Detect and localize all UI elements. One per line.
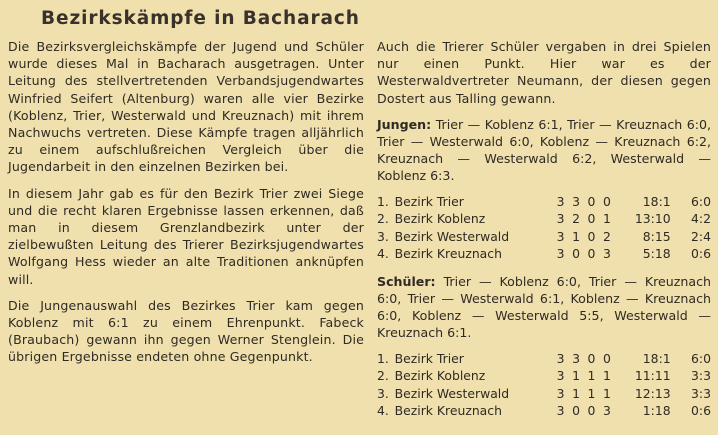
standings-games: 11:11: [634, 368, 671, 384]
standings-team: Bezirk Westerwald: [394, 228, 510, 244]
standings-lost: 1: [603, 385, 611, 401]
article-paragraph: Auch die Trierer Schüler vergaben in drei Spielen nur einen Punkt. Hier war es der Westerwaldvertreter Neumann, der diesen gegen Dostert aus Talling gewann.: [377, 39, 711, 106]
standings-played: 3: [556, 228, 565, 244]
standings-team: Bezirk Trier: [394, 193, 464, 209]
standings-won: 0: [572, 246, 580, 262]
standings-drawn: 1: [587, 385, 596, 401]
standings-lost: 0: [603, 193, 611, 209]
standings-points: 4:2: [691, 211, 711, 227]
standings-games: 12:13: [634, 385, 671, 401]
standings-lost: 2: [603, 228, 611, 244]
article-paragraph: Die Bezirksvergleichskämpfe der Jugend und Schüler wurde dieses Mal in Bacharach ausgetragen. Unter Leitung des stellvertretenden Verbandsjugendwartes Winfried Seifert (Altenburg) waren alle vier Bezirke (Koblenz, Trier, Westerwald und Kreuznach) mit ihrem Nachwuchs vertreten. Diese Kämpfe tragen alljährlich zu einem aufschlußreichen Vergleich über die Jugendarbeit in den einzelnen Bezirken bei.: [8, 39, 364, 175]
standings-rank: 2.: [377, 211, 389, 227]
standings-lost: 0: [603, 350, 611, 366]
schueler-label: Schüler:: [377, 273, 436, 289]
standings-played: 3: [556, 246, 565, 262]
standings-games: 5:18: [642, 246, 671, 262]
standings-won: 3: [572, 350, 580, 366]
standings-team: Bezirk Westerwald: [394, 385, 510, 401]
jungen-results: [377, 116, 711, 185]
standings-rank: 4.: [377, 403, 389, 419]
schueler-standings-table: [377, 349, 711, 419]
standings-won: 2: [572, 211, 580, 227]
jungen-label: Jungen:: [377, 116, 432, 132]
standings-played: 3: [556, 350, 565, 366]
article-paragraph: Die Jungenauswahl des Bezirkes Trier kam gegen Koblenz mit 6:1 zu einem Ehrenpunkt. Fabeck (Braubach) gewann ihn gegen Werner Stenglein. Die übrigen Ergebnisse endeten ohne Gegenpunkt.: [8, 297, 364, 365]
standings-won: 1: [572, 368, 580, 384]
standings-team: Bezirk Kreuznach: [394, 246, 502, 262]
standings-games: 1:18: [642, 403, 671, 419]
standings-rank: 1.: [377, 350, 389, 366]
standings-points: 0:6: [691, 246, 711, 262]
standings-rank: 2.: [377, 368, 389, 384]
right-column: [377, 38, 711, 429]
standings-games: 13:10: [634, 211, 671, 227]
article-title: Bezirkskämpfe in Bacharach: [41, 8, 360, 29]
standings-won: 0: [572, 403, 580, 419]
standings-played: 3: [556, 211, 565, 227]
standings-row: [377, 349, 711, 367]
standings-drawn: 1: [587, 368, 596, 384]
left-column: [8, 38, 364, 375]
standings-row: [377, 193, 711, 211]
standings-played: 3: [556, 193, 565, 209]
standings-lost: 1: [603, 368, 611, 384]
standings-points: 6:0: [691, 350, 711, 366]
standings-row: [377, 210, 711, 228]
standings-rank: 1.: [377, 193, 389, 209]
standings-games: 18:1: [642, 193, 671, 209]
standings-rank: 3.: [377, 228, 389, 244]
standings-points: 3:3: [691, 385, 711, 401]
standings-row: [377, 402, 711, 420]
standings-games: 8:15: [642, 228, 671, 244]
standings-row: [377, 245, 711, 263]
standings-row: [377, 228, 711, 246]
standings-won: 3: [572, 193, 580, 209]
standings-team: Bezirk Koblenz: [394, 211, 486, 227]
standings-lost: 1: [603, 211, 611, 227]
schueler-results: [377, 273, 711, 342]
standings-drawn: 0: [587, 246, 596, 262]
standings-points: 0:6: [691, 403, 711, 419]
standings-drawn: 0: [587, 403, 596, 419]
standings-lost: 3: [603, 246, 611, 262]
standings-drawn: 0: [587, 211, 596, 227]
standings-team: Bezirk Koblenz: [394, 368, 486, 384]
standings-played: 3: [556, 403, 565, 419]
standings-points: 6:0: [691, 193, 711, 209]
standings-played: 3: [556, 385, 565, 401]
standings-won: 1: [572, 228, 580, 244]
jungen-standings-table: [377, 193, 711, 263]
standings-lost: 3: [603, 403, 611, 419]
standings-rank: 4.: [377, 246, 389, 262]
standings-points: 3:3: [691, 368, 711, 384]
schueler-results-text: Trier — Koblenz 6:0, Trier — Kreuznach 6:0, Trier — Westerwald 6:1, Koblenz — Kreuznach 6:0, Koblenz — Westerwald 5:5, Westerwald — Kreuznach 6:1.: [377, 273, 712, 341]
standings-row: [377, 384, 711, 402]
standings-team: Bezirk Trier: [394, 350, 464, 366]
standings-points: 2:4: [691, 228, 711, 244]
standings-won: 1: [572, 385, 580, 401]
standings-drawn: 0: [587, 193, 596, 209]
standings-drawn: 0: [587, 228, 596, 244]
jungen-results-text: Trier — Koblenz 6:1, Trier — Kreuznach 6:0, Trier — Westerwald 6:0, Koblenz — Kreuznach 6:2, Kreuznach — Westerwald 6:2, Westerwald — Koblenz 6:3.: [377, 116, 711, 184]
standings-drawn: 0: [587, 350, 596, 366]
standings-team: Bezirk Kreuznach: [394, 403, 502, 419]
standings-rank: 3.: [377, 385, 389, 401]
standings-row: [377, 367, 711, 385]
standings-played: 3: [556, 368, 565, 384]
standings-games: 18:1: [642, 350, 671, 366]
article-paragraph: In diesem Jahr gab es für den Bezirk Trier zwei Siege und die recht klaren Ergebnisse lassen erkennen, daß man in diesem Grenzlandbezirk unter der zielbewußten Leitung des Trierer Bezirksjugendwartes Wolfgang Hess wieder an alte Traditionen anknüpfen will.: [8, 185, 364, 287]
